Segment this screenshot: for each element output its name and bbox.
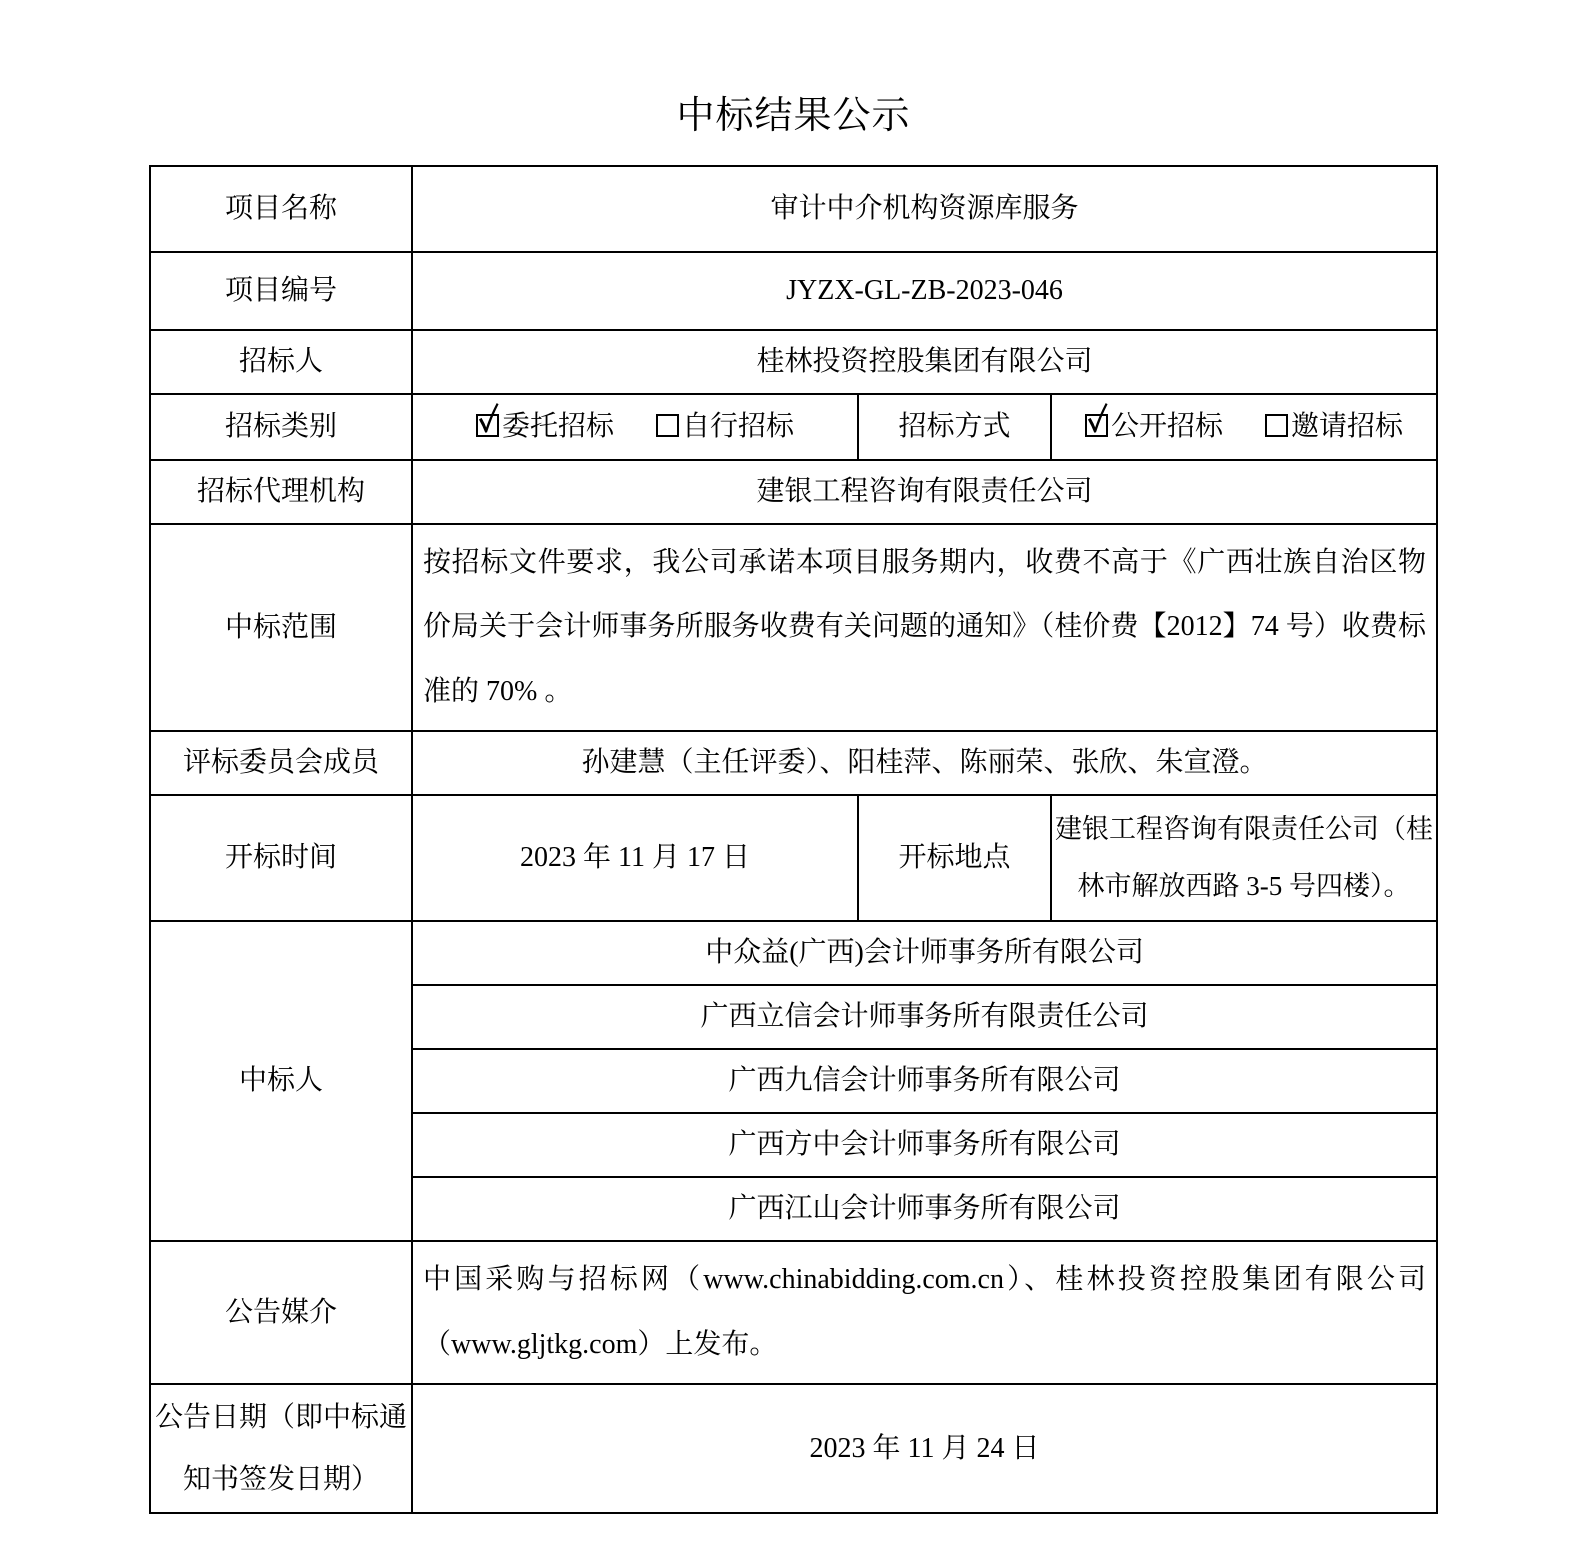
winners-label: 中标人 [150, 921, 412, 1241]
row-agency [150, 460, 1437, 524]
row-announce-date [150, 1384, 1437, 1513]
row-tender-category [150, 394, 1437, 460]
media-label: 公告媒介 [150, 1241, 412, 1384]
row-scope [150, 524, 1437, 731]
option-open-tender [1085, 406, 1223, 448]
option-label: 委托招标 [501, 411, 614, 442]
project-name-value: 审计中介机构资源库服务 [412, 166, 1437, 252]
announce-date-value: 2023 年 11 月 24 日 [412, 1384, 1437, 1513]
tender-category-label: 招标类别 [150, 394, 412, 460]
tender-method-options [1051, 394, 1437, 460]
tender-method-label: 招标方式 [858, 394, 1051, 460]
option-invited-tender [1265, 406, 1403, 448]
row-media [150, 1241, 1437, 1384]
project-number-label: 项目编号 [150, 252, 412, 330]
opening-time-label: 开标时间 [150, 795, 412, 921]
winner-value: 广西方中会计师事务所有限公司 [412, 1113, 1437, 1177]
checkbox-checked-icon [476, 414, 499, 437]
committee-value: 孙建慧（主任评委）、阳桂萍、陈丽荣、张欣、朱宣澄。 [412, 731, 1437, 795]
winner-value: 广西九信会计师事务所有限公司 [412, 1049, 1437, 1113]
opening-place-value: 建银工程咨询有限责任公司（桂林市解放西路 3-5 号四楼）。 [1051, 795, 1437, 921]
option-label: 公开招标 [1111, 411, 1224, 442]
checkbox-unchecked-icon [656, 414, 679, 437]
scope-value: 按招标文件要求，我公司承诺本项目服务期内，收费不高于《广西壮族自治区物价局关于会计师事务所服务收费有关问题的通知》（桂价费【2012】74 号）收费标准的 70% 。 [412, 524, 1437, 731]
checkbox-unchecked-icon [1265, 414, 1288, 437]
agency-value: 建银工程咨询有限责任公司 [412, 460, 1437, 524]
row-project-name [150, 166, 1437, 252]
option-label: 邀请招标 [1291, 411, 1404, 442]
row-project-number [150, 252, 1437, 330]
page-title: 中标结果公示 [676, 95, 911, 137]
tenderer-label: 招标人 [150, 330, 412, 394]
agency-label: 招标代理机构 [150, 460, 412, 524]
row-winner [150, 921, 1437, 985]
row-committee [150, 731, 1437, 795]
winner-value: 广西江山会计师事务所有限公司 [412, 1177, 1437, 1241]
option-self-tender [656, 406, 794, 448]
project-number-value: JYZX-GL-ZB-2023-046 [412, 252, 1437, 330]
tenderer-value: 桂林投资控股集团有限公司 [412, 330, 1437, 394]
tender-category-options [412, 394, 858, 460]
scope-label: 中标范围 [150, 524, 412, 731]
announce-date-label: 公告日期（即中标通知书签发日期） [150, 1384, 412, 1513]
opening-time-value: 2023 年 11 月 17 日 [412, 795, 858, 921]
row-tenderer [150, 330, 1437, 394]
winner-value: 中众益(广西)会计师事务所有限公司 [412, 921, 1437, 985]
project-name-label: 项目名称 [150, 166, 412, 252]
row-opening [150, 795, 1437, 921]
bid-result-table [149, 165, 1438, 1514]
option-label: 自行招标 [682, 411, 795, 442]
committee-label: 评标委员会成员 [150, 731, 412, 795]
media-value: 中国采购与招标网（www.chinabidding.com.cn）、桂林投资控股集团有限公司（www.gljtkg.com）上发布。 [412, 1241, 1437, 1384]
option-entrusted-tender [476, 406, 614, 448]
opening-place-label: 开标地点 [858, 795, 1051, 921]
checkbox-checked-icon [1085, 414, 1108, 437]
winner-value: 广西立信会计师事务所有限责任公司 [412, 985, 1437, 1049]
